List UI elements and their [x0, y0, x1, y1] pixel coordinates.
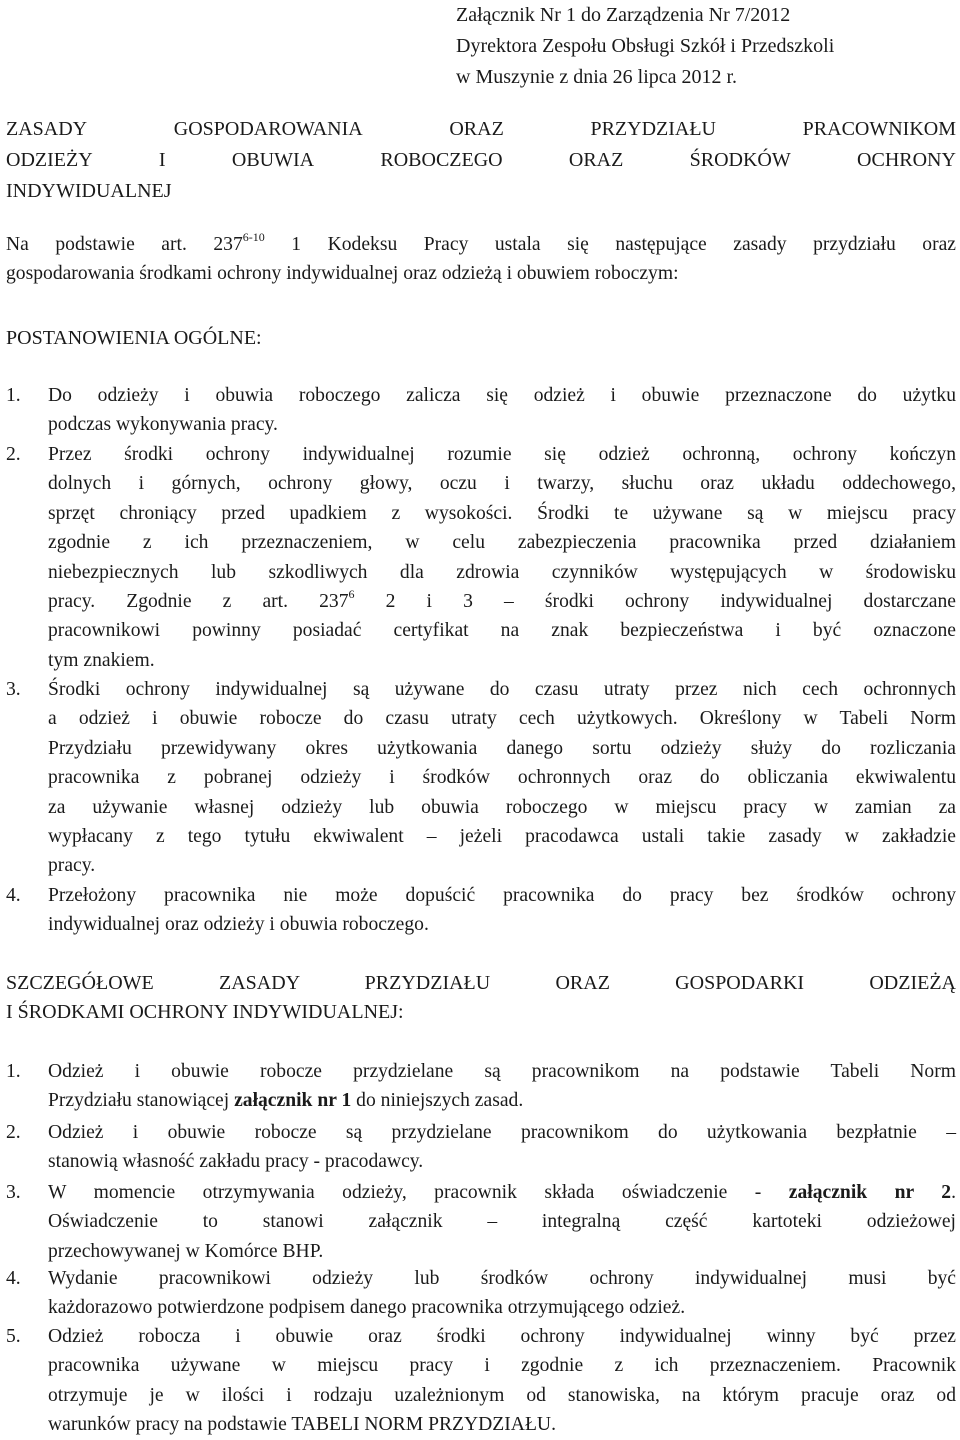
- header-line: Załącznik Nr 1 do Zarządzenia Nr 7/2012: [456, 4, 791, 26]
- item-text: Odzież robocza i obuwie oraz środki ochrony indywidualnej winny być przez pracownika używane w miejscu pracy i zgodnie z ich przeznaczeniem. Pracownik otrzymuje je w ilości i rodzaju uzależnionym od stanowiska, na którym pracuje oraz od warunków pracy na podstawie TABELI NORM PRZYDZIAŁU.: [48, 1326, 956, 1436]
- item-number: 3.: [6, 679, 21, 700]
- item-text: Przełożony pracownika nie może dopuścić pracownika do pracy bez środków ochrony indywidualnej oraz odzieży i obuwia roboczego.: [48, 885, 956, 936]
- intro-paragraph: [6, 230, 956, 289]
- document-header: [456, 0, 956, 93]
- list-item: [6, 1057, 956, 1116]
- header-line: Dyrektora Zespołu Obsługi Szkół i Przedszkoli: [456, 35, 835, 57]
- item-text: Odzież i obuwie robocze są przydzielane pracownikom do użytkowania bezpłatnie – stanowią własność zakładu pracy - pracodawcy.: [48, 1122, 956, 1173]
- document-title: [6, 114, 956, 207]
- item-number: 1.: [6, 385, 21, 406]
- item-number: 2.: [6, 1122, 21, 1143]
- item-text: Wydanie pracownikowi odzieży lub środków ochrony indywidualnej musi być każdorazowo potwierdzone podpisem danego pracownika otrzymującego odzież.: [48, 1268, 956, 1319]
- title-row: ZASADY GOSPODAROWANIA ORAZ PRZYDZIAŁU PRACOWNIKOM: [6, 118, 956, 140]
- title-row: INDYWIDUALNEJ: [6, 180, 172, 202]
- item-number: 4.: [6, 885, 21, 906]
- item-number: 4.: [6, 1268, 21, 1289]
- item-number: 5.: [6, 1326, 21, 1347]
- list-item: [6, 1118, 956, 1177]
- item-text: Odzież i obuwie robocze przydzielane są pracownikom na podstawie Tabeli Norm Przydziału stanowiącej załącznik nr 1 do niniejszych zasad.: [48, 1061, 956, 1112]
- item-number: 2.: [6, 444, 21, 465]
- section-heading-general: POSTANOWIENIA OGÓLNE:: [6, 327, 262, 349]
- title-row: ODZIEŻY I OBUWIA ROBOCZEGO ORAZ ŚRODKÓW OCHRONY: [6, 149, 956, 171]
- item-text: W momencie otrzymywania odzieży, pracownik składa oświadczenie - załącznik nr 2. Oświadczenie to stanowi załącznik – integralną część kartoteki odzieżowej przechowywanej w Komórce BHP.: [48, 1182, 957, 1262]
- section-heading-detailed: SZCZEGÓŁOWE ZASADY PRZYDZIAŁU ORAZ GOSPODARKI ODZIEŻĄ I ŚRODKAMI OCHRONY INDYWIDUALNEJ:: [6, 972, 956, 1024]
- header-line: w Muszynie z dnia 26 lipca 2012 r.: [456, 66, 738, 88]
- intro-line: gospodarowania środkami ochrony indywidualnej oraz odzieżą i obuwiem roboczym:: [6, 263, 679, 285]
- list-item: [6, 1322, 956, 1440]
- item-text: Przez środki ochrony indywidualnej rozumie się odzież ochronną, ochrony kończyn dolnych i górnych, ochrony głowy, oczu i twarzy, słuchu oraz układu oddechowego, sprzęt chroniący przed upadkiem z wysokości. Środki te używane są w miejscu pracy zgodnie z ich przeznaczeniem, w celu zabezpieczenia pracownika przed działaniem niebezpiecznych lub szkodliwych dla zdrowia czynników występujących w środowisku pracy. Zgodnie z art. $237^6$ 2 i 3 – środki ochrony indywidualnej dostarczane pracownikowi powinny posiadać certyfikat na znak bezpieczeństwa i być oznaczone tym znakiem.: [48, 444, 956, 671]
- list-item: [6, 1264, 956, 1323]
- list-item: [6, 1178, 956, 1266]
- intro-line: Na podstawie art. 237$^{6-10}$ 1 Kodeksu Pracy ustala się następujące zasady przydziału oraz: [6, 230, 956, 255]
- list-item: [6, 881, 956, 940]
- item-text: Do odzieży i obuwia roboczego zalicza się odzież i obuwie przeznaczone do użytku podczas wykonywania pracy.: [48, 385, 956, 436]
- list-item: [6, 440, 956, 675]
- item-text: Środki ochrony indywidualnej są używane do czasu utraty przez nich cech ochronnych a odzież i obuwie robocze do czasu utraty cech użytkowych. Określony w Tabeli Norm Przydziału przewidywany okres użytkowania danego sortu odzieży służy do rozliczania pracownika z pobranej odzieży i środków ochronnych oraz do obliczania ekwiwalentu za używanie własnej odzieży lub obuwia roboczego w miejscu pracy w zamian za wypłacany z tego tytułu ekwiwalent – jeżeli pracodawca ustali takie zasady w zakładzie pracy.: [48, 679, 956, 877]
- list-item: [6, 381, 956, 440]
- item-number: 3.: [6, 1182, 21, 1203]
- item-number: 1.: [6, 1061, 21, 1082]
- list-item: [6, 675, 956, 881]
